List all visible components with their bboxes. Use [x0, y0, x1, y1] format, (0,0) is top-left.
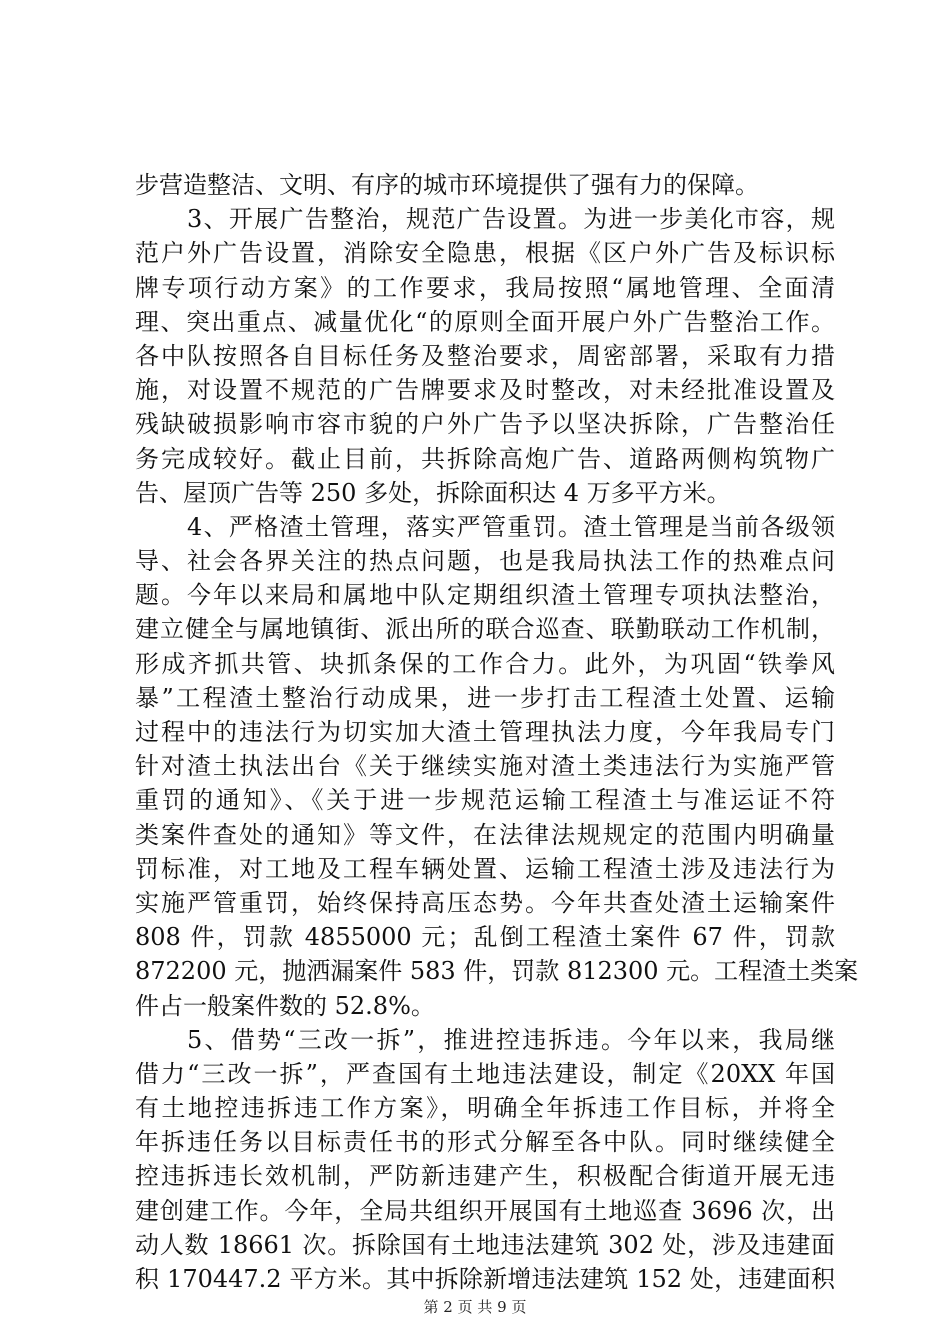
- text-line: 建立健全与属地镇街、派出所的联合巡查、联勤联动工作机制，: [135, 615, 835, 644]
- text-line: 导、社会各界关注的热点问题，也是我局执法工作的热难点问: [135, 547, 835, 576]
- text-line: 形成齐抓共管、块抓条保的工作合力。此外，为巩固“铁拳风: [135, 649, 835, 678]
- text-line: 牌专项行动方案》的工作要求，我局按照“属地管理、全面清: [135, 273, 835, 302]
- text-line: 针对渣土执法出台《关于继续实施对渣土类违法行为实施严管: [135, 752, 835, 781]
- text-line: 借力“三改一拆”，严查国有土地违法建设，制定《20XX 年国: [135, 1059, 835, 1088]
- text-line: 各中队按照各自目标任务及整治要求，周密部署，采取有力措: [135, 341, 835, 370]
- text-line: 罚标准，对工地及工程车辆处置、运输工程渣土涉及违法行为: [135, 854, 835, 883]
- text-line: 实施严管重罚，始终保持高压态势。今年共查处渣土运输案件: [135, 888, 835, 917]
- paragraph-start-line: 5、借势“三改一拆”，推进控违拆违。今年以来，我局继: [187, 1025, 835, 1054]
- paragraph-start-line: 3、开展广告整治，规范广告设置。为进一步美化市容，规: [187, 205, 835, 234]
- text-line: 理、突出重点、减量优化“的原则全面开展户外广告整治工作。: [135, 307, 835, 336]
- text-line: 872200 元，抛洒漏案件 583 件，罚款 812300 元。工程渣土类案: [135, 957, 859, 986]
- text-line: 范户外广告设置，消除安全隐患，根据《区户外广告及标识标: [135, 239, 835, 268]
- document-body: [135, 168, 859, 1296]
- text-line: 过程中的违法行为切实加大渣土管理执法力度，今年我局专门: [135, 718, 835, 746]
- text-line: 施，对设置不规范的广告牌要求及时整改，对未经批准设置及: [135, 376, 835, 405]
- text-line: 件占一般案件数的 52.8%。: [135, 991, 435, 1020]
- text-line: 年拆违任务以目标责任书的形式分解至各中队。同时继续健全: [135, 1128, 835, 1157]
- text-line: 动人数 18661 次。拆除国有土地违法建筑 302 处，涉及违建面: [135, 1230, 835, 1259]
- text-line: 重罚的通知》、《关于进一步规范运输工程渣土与准运证不符: [135, 786, 835, 815]
- text-line: 告、屋顶广告等 250 多处，拆除面积达 4 万多平方米。: [135, 478, 731, 507]
- text-line: 类案件查处的通知》等文件，在法律法规规定的范围内明确量: [135, 820, 835, 849]
- paragraph-start-line: 4、严格渣土管理，落实严管重罚。渣土管理是当前各级领: [187, 512, 835, 541]
- text-line: 暴”工程渣土整治行动成果，进一步打击工程渣土处置、运输: [135, 683, 835, 712]
- text-line: 808 件，罚款 4855000 元；乱倒工程渣土案件 67 件，罚款: [135, 923, 835, 952]
- text-line: 题。今年以来局和属地中队定期组织渣土管理专项执法整治，: [135, 581, 835, 610]
- text-line: 积 170447.2 平方米。其中拆除新增违法建筑 152 处，违建面积: [135, 1265, 835, 1293]
- text-line: 控违拆违长效机制，严防新违建产生，积极配合街道开展无违: [135, 1162, 835, 1191]
- text-line: 建创建工作。今年，全局共组织开展国有土地巡查 3696 次，出: [135, 1196, 835, 1225]
- text-line: 有土地控违拆违工作方案》，明确全年拆违工作目标，并将全: [135, 1094, 835, 1123]
- text-line: 步营造整洁、文明、有序的城市环境提供了强有力的保障。: [135, 171, 759, 199]
- page-number-footer: 第 2 页 共 9 页: [423, 1298, 527, 1316]
- text-line: 务完成较好。截止目前，共拆除高炮广告、道路两侧构筑物广: [135, 444, 835, 473]
- text-line: 残缺破损影响市容市貌的户外广告予以坚决拆除，广告整治任: [135, 410, 835, 439]
